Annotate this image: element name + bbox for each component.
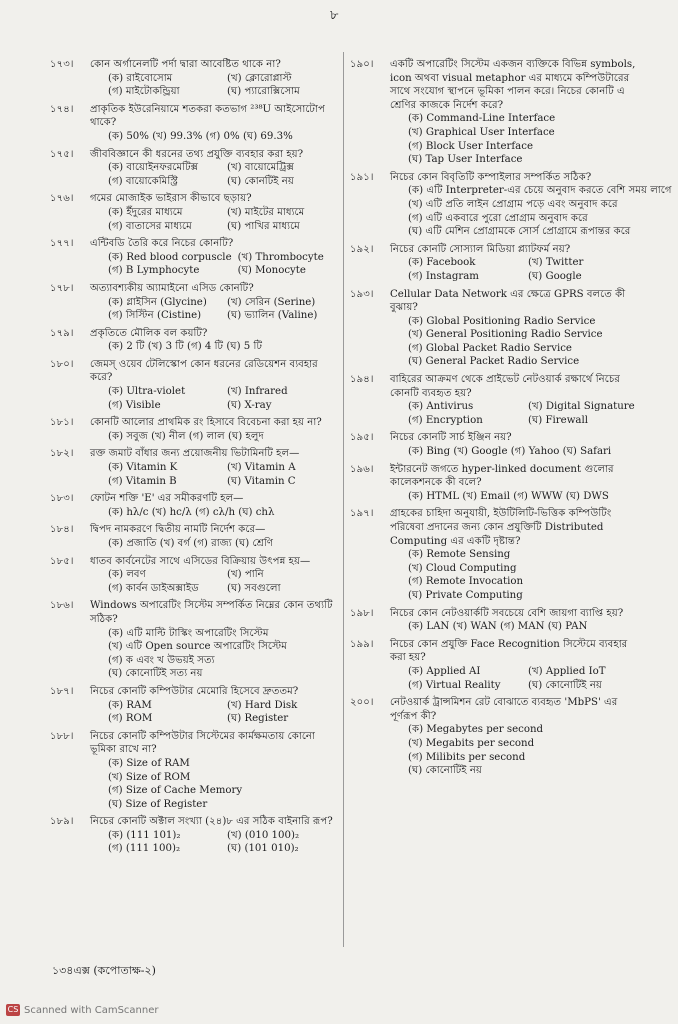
question-item — [50, 358, 340, 412]
question-item — [350, 373, 642, 427]
answer-option: (ক) Red blood corpuscle — [108, 251, 232, 263]
question-item — [350, 463, 642, 504]
answer-option: (গ) Visible — [108, 399, 161, 411]
answer-option: (খ) Size of ROM — [108, 771, 191, 783]
question-number: ১৯১। — [350, 171, 374, 183]
answer-option: (খ) এটি Open source অপারেটিং সিস্টেম — [108, 641, 287, 653]
option-list — [390, 723, 642, 777]
answer-option: (গ) ক এবং খ উভয়ই সত্য — [108, 654, 215, 666]
question-item — [50, 416, 340, 443]
option-list — [90, 699, 340, 726]
answer-option: (ক) Global Positioning Radio Service — [408, 315, 596, 327]
question-item — [50, 192, 340, 233]
question-text: নিচের কোন নেটওয়ার্কটি সবচেয়ে বেশি জায়গা ব্যাপ্তি হয়? — [390, 607, 624, 619]
answer-option: (ক) সবুজ (খ) নীল (গ) লাল (ঘ) হলুদ — [108, 430, 264, 442]
answer-option: (খ) সেরিন (Serine) — [227, 296, 316, 308]
answer-option: (ক) Megabytes per second — [408, 724, 544, 736]
option-list — [390, 256, 642, 283]
answer-option: (ঘ) কোনোটিই নয় — [528, 679, 602, 691]
answer-option: (ক) (111 101)₂ — [108, 829, 181, 841]
answer-option: (ক) Ultra-violet — [108, 386, 186, 398]
question-text: এন্টিবডি তৈরি করে নিচের কোনটি? — [90, 238, 234, 250]
question-body — [90, 358, 340, 412]
answer-option: (ক) রাইবোসোম — [108, 72, 173, 84]
answer-option: (ঘ) (101 010)₂ — [227, 843, 299, 855]
question-item — [50, 815, 340, 856]
answer-option: (ক) ইঁদুরের মাধ্যমে — [108, 206, 183, 218]
question-body — [90, 148, 340, 189]
question-text: দ্বিপদ নামকরণে দ্বিতীয় নামটি নির্দেশ করে— — [90, 524, 266, 536]
option-list — [390, 400, 642, 427]
question-body — [90, 492, 340, 519]
answer-option: (গ) মাইটোকন্ড্রিয়া — [108, 86, 180, 98]
option-list — [90, 829, 340, 856]
answer-option: (ক) 50% (খ) 99.3% (গ) 0% (ঘ) 69.3% — [108, 130, 293, 142]
answer-option: (ঘ) এটি মেশিন প্রোগ্রামকে সোর্স প্রোগ্রামে রূপান্তর করে — [408, 226, 631, 238]
answer-option: (গ) Instagram — [408, 270, 479, 282]
question-body — [390, 463, 642, 504]
answer-option: (ঘ) পাখির মাধ্যমে — [227, 220, 300, 232]
option-list — [390, 490, 642, 504]
question-body — [390, 696, 642, 778]
answer-option: (ঘ) কোনোটিই নয় — [408, 765, 482, 777]
question-number: ১৮২। — [50, 448, 74, 460]
answer-option: (ক) Command-Line Interface — [408, 113, 556, 125]
question-number: ১৭৫। — [50, 148, 74, 160]
answer-option: (ক) Remote Sensing — [408, 549, 511, 561]
answer-option: (গ) B Lymphocyte — [108, 265, 200, 277]
question-body — [90, 416, 340, 443]
question-item — [350, 607, 642, 634]
answer-option: (গ) কার্বন ডাইঅক্সাইড — [108, 582, 199, 594]
question-item — [50, 685, 340, 726]
answer-option: (খ) Digital Signature — [528, 401, 635, 413]
option-list — [390, 315, 642, 369]
answer-option: (ঘ) কোনটিই নয় — [227, 175, 294, 187]
answer-option: (ঘ) X-ray — [227, 399, 272, 411]
option-list — [390, 112, 642, 166]
question-text: নিচের কোনটি সার্চ ইঞ্জিন নয়? — [390, 432, 512, 444]
question-item — [350, 431, 642, 458]
question-text: বাহিরের আক্রমণ থেকে প্রাইভেট নেটওয়ার্ক রক্ষার্থে নিচের কোনটি ব্যবহৃত হয়? — [390, 374, 620, 399]
option-list — [90, 757, 340, 811]
option-list — [90, 296, 340, 323]
answer-option: (ক) hλ/c (খ) hc/λ (গ) cλ/h (ঘ) chλ — [108, 506, 275, 518]
answer-option: (ঘ) কোনোটিই সত্য নয় — [108, 668, 203, 680]
question-number: ১৯৬। — [350, 463, 374, 475]
answer-option: (ক) HTML (খ) Email (গ) WWW (ঘ) DWS — [408, 490, 609, 502]
answer-option: (ঘ) Private Computing — [408, 589, 523, 601]
answer-option: (গ) Milibits per second — [408, 751, 526, 763]
question-body — [390, 431, 642, 458]
option-list — [390, 620, 642, 634]
question-number: ১৭৯। — [50, 327, 74, 339]
question-item — [50, 148, 340, 189]
question-item — [350, 696, 642, 778]
answer-option: (গ) Size of Cache Memory — [108, 785, 243, 797]
question-text: প্রকৃতিতে মৌলিক বল কয়টি? — [90, 327, 208, 339]
answer-option: (খ) (010 100)₂ — [227, 829, 300, 841]
question-number: ১৮৬। — [50, 600, 74, 612]
answer-option: (ক) RAM — [108, 699, 152, 711]
question-number: ১৯৪। — [350, 374, 374, 386]
option-list — [390, 184, 672, 238]
question-number: ১৯৩। — [350, 288, 374, 300]
left-column — [50, 58, 340, 860]
question-text: নিচের কোন বিবৃতিটি কম্পাইলার সম্পর্কিত সঠিক? — [390, 171, 592, 183]
answer-option: (গ) Vitamin B — [108, 475, 177, 487]
answer-option: (গ) ROM — [108, 713, 153, 725]
question-text: নেটওয়ার্ক ট্রান্সমিশন রেট বোঝাতে ব্যবহৃত 'MbPS' এর পূর্ণরূপ কী? — [390, 697, 618, 722]
question-text: অত্যাবশ্যকীয় অ্যামাইনো এসিড কোনটি? — [90, 282, 254, 294]
question-text: জীববিজ্ঞানে কী ধরনের তথ্য প্রযুক্তি ব্যবহার করা হয়? — [90, 148, 304, 160]
answer-option: (খ) ক্লোরোপ্লাস্ট — [227, 72, 292, 84]
answer-option: (খ) Vitamin A — [227, 462, 296, 474]
question-text: নিচের কোন প্রযুক্তি Face Recognition সিস্টেমে ব্যবহার করা হয়? — [390, 638, 628, 664]
question-item — [50, 237, 340, 278]
question-number: ১৮৩। — [50, 493, 74, 505]
answer-option: (ক) প্রজাতি (খ) বর্গ (গ) রাজ্য (ঘ) শ্রেণি — [108, 538, 274, 549]
question-body — [90, 685, 340, 726]
answer-option: (ক) Antivirus — [408, 401, 474, 413]
answer-option: (ক) গ্লাইসিন (Glycine) — [108, 296, 207, 308]
answer-option: (ঘ) ভ্যালিন (Valine) — [227, 310, 318, 322]
question-text: ফোটন শক্তি 'E' এর সমীকরণটি হল— — [90, 493, 244, 505]
option-list — [90, 340, 340, 354]
option-list — [90, 161, 340, 188]
option-list — [390, 548, 642, 602]
question-body — [90, 523, 340, 550]
question-item — [50, 103, 340, 144]
question-text: নিচের কোনটি কম্পিউটার সিস্টেমের কার্মক্ষমতায় কোনো ভূমিকা রাখে না? — [90, 730, 315, 756]
question-number: ১৯৮। — [350, 607, 374, 619]
option-list — [390, 445, 642, 459]
option-list — [90, 537, 340, 551]
question-text: নিচের কোনটি অক্টাল সংখ্যা (২৪)৮ এর সঠিক বাইনারি রূপ? — [90, 816, 333, 828]
question-body — [90, 599, 340, 681]
question-item — [350, 288, 642, 370]
question-text: নিচের কোনটি কম্পিউটার মেমোরি হিসেবে দ্রুততম? — [90, 685, 299, 697]
question-item — [50, 58, 340, 99]
answer-option: (ক) লবণ — [108, 569, 146, 581]
answer-option: (ঘ) সবগুলো — [227, 582, 281, 594]
option-list — [90, 72, 340, 99]
question-number: ১৮০। — [50, 358, 74, 370]
question-text: কোন অর্গানেলটি পর্দা দ্বারা আবেষ্টিত থাকে না? — [90, 59, 281, 70]
question-text: প্রাকৃতিক ইউরেনিয়ামে শতকরা কতভাগ ²³⁸U আইসোটোপ থাকে? — [90, 103, 325, 129]
question-number: ১৭৬। — [50, 193, 74, 205]
question-body — [390, 607, 642, 634]
answer-option: (ক) Size of RAM — [108, 757, 190, 769]
answer-option: (খ) Twitter — [528, 257, 584, 269]
question-body — [90, 815, 340, 856]
answer-option: (গ) বাতাসের মাধ্যমে — [108, 220, 192, 232]
question-text: গ্রাহকের চাহিদা অনুযায়ী, ইউটিলিটি-ভিত্তিক কম্পিউটিং পরিষেবা প্রদানের জন্য কোন প্রযুক্তিটি Distributed Computing এর একটি দৃষ্টান্ত? — [390, 508, 612, 547]
answer-option: (গ) Global Packet Radio Service — [408, 342, 572, 354]
question-body — [90, 555, 340, 596]
question-number: ১৮৭। — [50, 685, 74, 697]
answer-option: (ক) LAN (খ) WAN (গ) MAN (ঘ) PAN — [408, 621, 588, 633]
answer-option: (গ) Remote Invocation — [408, 576, 524, 588]
question-body — [390, 638, 642, 692]
page-number: ৮ — [330, 8, 339, 23]
option-list — [90, 568, 340, 595]
question-number: ১৯৯। — [350, 638, 374, 650]
option-list — [90, 385, 340, 412]
question-item — [350, 171, 672, 239]
answer-option: (ঘ) Vitamin C — [227, 475, 296, 487]
answer-option: (গ) সিস্টিন (Cistine) — [108, 310, 202, 322]
question-number: ১৭৪। — [50, 103, 74, 115]
question-number: ১৭৭। — [50, 238, 74, 250]
question-body — [90, 282, 340, 323]
answer-option: (খ) Thrombocyte — [237, 251, 324, 263]
question-item — [350, 243, 642, 284]
question-item — [350, 638, 642, 692]
answer-option: (ঘ) Google — [528, 270, 582, 282]
question-item — [50, 599, 340, 681]
answer-option: (গ) Encryption — [408, 414, 483, 426]
option-list — [90, 430, 340, 444]
question-text: নিচের কোনটি সোস্যাল মিডিয়া প্ল্যাটফর্ম নয়? — [390, 243, 571, 255]
question-item — [50, 555, 340, 596]
answer-option: (ক) Facebook — [408, 257, 476, 269]
question-number: ১৯২। — [350, 243, 374, 255]
column-divider — [343, 52, 344, 947]
answer-option: (ঘ) Register — [227, 713, 289, 725]
answer-option: (গ) Block User Interface — [408, 140, 533, 152]
question-body — [390, 507, 642, 602]
question-text: রক্ত জমাট বাঁধার জন্য প্রয়োজনীয় ভিটামিনটি হল— — [90, 448, 300, 460]
answer-option: (ক) Bing (খ) Google (গ) Yahoo (ঘ) Safari — [408, 446, 612, 458]
page-footer: ১৩৪এক্স (কপোতাক্ষ-২) — [52, 964, 156, 977]
question-number: ২০০। — [350, 697, 374, 709]
question-body — [90, 327, 340, 354]
question-body — [90, 447, 340, 488]
question-text: গমের মোজাইক ভাইরাস কীভাবে ছড়ায়? — [90, 193, 252, 205]
question-body — [390, 58, 642, 167]
option-list — [90, 130, 340, 144]
answer-option: (গ) বায়োকেমিস্ট্রি — [108, 175, 178, 187]
option-list — [90, 461, 340, 488]
question-number: ১৮৫। — [50, 555, 74, 567]
answer-option: (গ) (111 100)₂ — [108, 843, 181, 855]
question-item — [50, 282, 340, 323]
answer-option: (ঘ) প্যারোক্সিসোম — [227, 86, 300, 98]
option-list — [90, 627, 340, 681]
camscanner-logo-icon: CS — [7, 1005, 19, 1014]
answer-option: (গ) Virtual Reality — [408, 679, 501, 691]
question-body — [390, 171, 672, 239]
question-body — [90, 730, 340, 812]
question-text: ইন্টারনেট জগতে hyper-linked document গুলোর কালেকশনকে কী বলে? — [390, 463, 614, 489]
question-body — [90, 103, 340, 144]
answer-option: (খ) Megabits per second — [408, 737, 535, 749]
answer-option: (ক) Applied AI — [408, 665, 481, 677]
question-number: ১৮৯। — [50, 816, 74, 828]
answer-option: (খ) পানি — [227, 569, 264, 581]
question-text: Windows অপারেটিং সিস্টেম সম্পর্কিত নিম্নের কোন তথ্যটি সঠিক? — [90, 600, 333, 625]
answer-option: (খ) Cloud Computing — [408, 562, 517, 574]
question-body — [390, 288, 642, 370]
answer-option: (ঘ) Tap User Interface — [408, 154, 523, 166]
option-list — [90, 506, 340, 520]
answer-option: (খ) মাইটের মাধ্যমে — [227, 206, 305, 218]
question-item — [50, 447, 340, 488]
question-number: ১৯৭। — [350, 508, 374, 520]
question-text: ধাতব কার্বনেটের সাথে এসিডের বিক্রিয়ায় উৎপন্ন হয়— — [90, 555, 311, 567]
answer-option: (ক) এটি মাল্টি টাস্কিং অপারেটিং সিস্টেম — [108, 627, 269, 639]
answer-option: (ঘ) Size of Register — [108, 798, 208, 810]
option-list — [390, 665, 642, 692]
question-item — [50, 523, 340, 550]
question-number: ১৯০। — [350, 59, 374, 70]
question-body — [390, 243, 642, 284]
option-list — [90, 206, 340, 233]
question-number: ১৮৮। — [50, 730, 74, 742]
question-item — [350, 58, 642, 167]
answer-option: (খ) Applied IoT — [528, 665, 606, 677]
question-body — [390, 373, 642, 427]
question-text: জেমস্ ওয়েব টেলিস্কোপ কোন ধরনের রেডিয়েশন ব্যবহার করে? — [90, 358, 318, 384]
option-list — [90, 251, 340, 278]
answer-option: (গ) এটি একবারে পুরো প্রোগ্রাম অনুবাদ করে — [408, 212, 588, 224]
question-number: ১৭৮। — [50, 282, 74, 294]
camscanner-badge — [6, 1004, 159, 1016]
answer-option: (খ) Infrared — [227, 386, 288, 398]
answer-option: (খ) এটি প্রতি লাইন প্রোগ্রাম পড়ে এবং অনুবাদ করে — [408, 198, 618, 210]
question-number: ১৯৫। — [350, 432, 374, 444]
question-number: ১৮১। — [50, 417, 74, 429]
answer-option: (ক) এটি Interpreter-এর চেয়ে অনুবাদ করতে বেশি সময় লাগে — [408, 185, 672, 197]
answer-option: (ক) 2 টি (খ) 3 টি (গ) 4 টি (ঘ) 5 টি — [108, 341, 262, 353]
camscanner-text: Scanned with CamScanner — [24, 1004, 159, 1016]
question-body — [90, 192, 340, 233]
answer-option: (খ) General Positioning Radio Service — [408, 329, 603, 341]
answer-option: (ঘ) Monocyte — [237, 265, 306, 277]
answer-option: (খ) Graphical User Interface — [408, 126, 555, 138]
answer-option: (খ) বায়োমেট্রিক্স — [227, 162, 294, 174]
right-column — [350, 58, 672, 782]
question-text: Cellular Data Network এর ক্ষেত্রে GPRS বলতে কী বুঝায়? — [390, 288, 626, 314]
question-number: ১৭৩। — [50, 59, 74, 70]
answer-option: (ঘ) General Packet Radio Service — [408, 356, 580, 368]
question-item — [350, 507, 642, 602]
answer-option: (ক) বায়োইনফরমেটিক্স — [108, 162, 199, 174]
question-item — [50, 327, 340, 354]
question-body — [90, 237, 340, 278]
question-body — [90, 58, 340, 99]
answer-option: (খ) Hard Disk — [227, 699, 298, 711]
question-text: একটি অপারেটিং সিস্টেম একজন ব্যক্তিকে বিভিন্ন symbols, icon অথবা visual metaphor এর মাধ্যমে কম্পিউটারের সাথে সংযোগ স্থাপনে ভূমিকা পালন করে। নিচের কোনটি এ শ্রেণির কাজকে নির্দেশ করে? — [390, 59, 636, 111]
question-text: কোনটি আলোর প্রাথমিক রং হিসাবে বিবেচনা করা হয় না? — [90, 417, 322, 429]
question-number: ১৮৪। — [50, 524, 74, 536]
question-item — [50, 492, 340, 519]
question-item — [50, 730, 340, 812]
answer-option: (ক) Vitamin K — [108, 462, 178, 474]
answer-option: (ঘ) Firewall — [528, 414, 589, 426]
